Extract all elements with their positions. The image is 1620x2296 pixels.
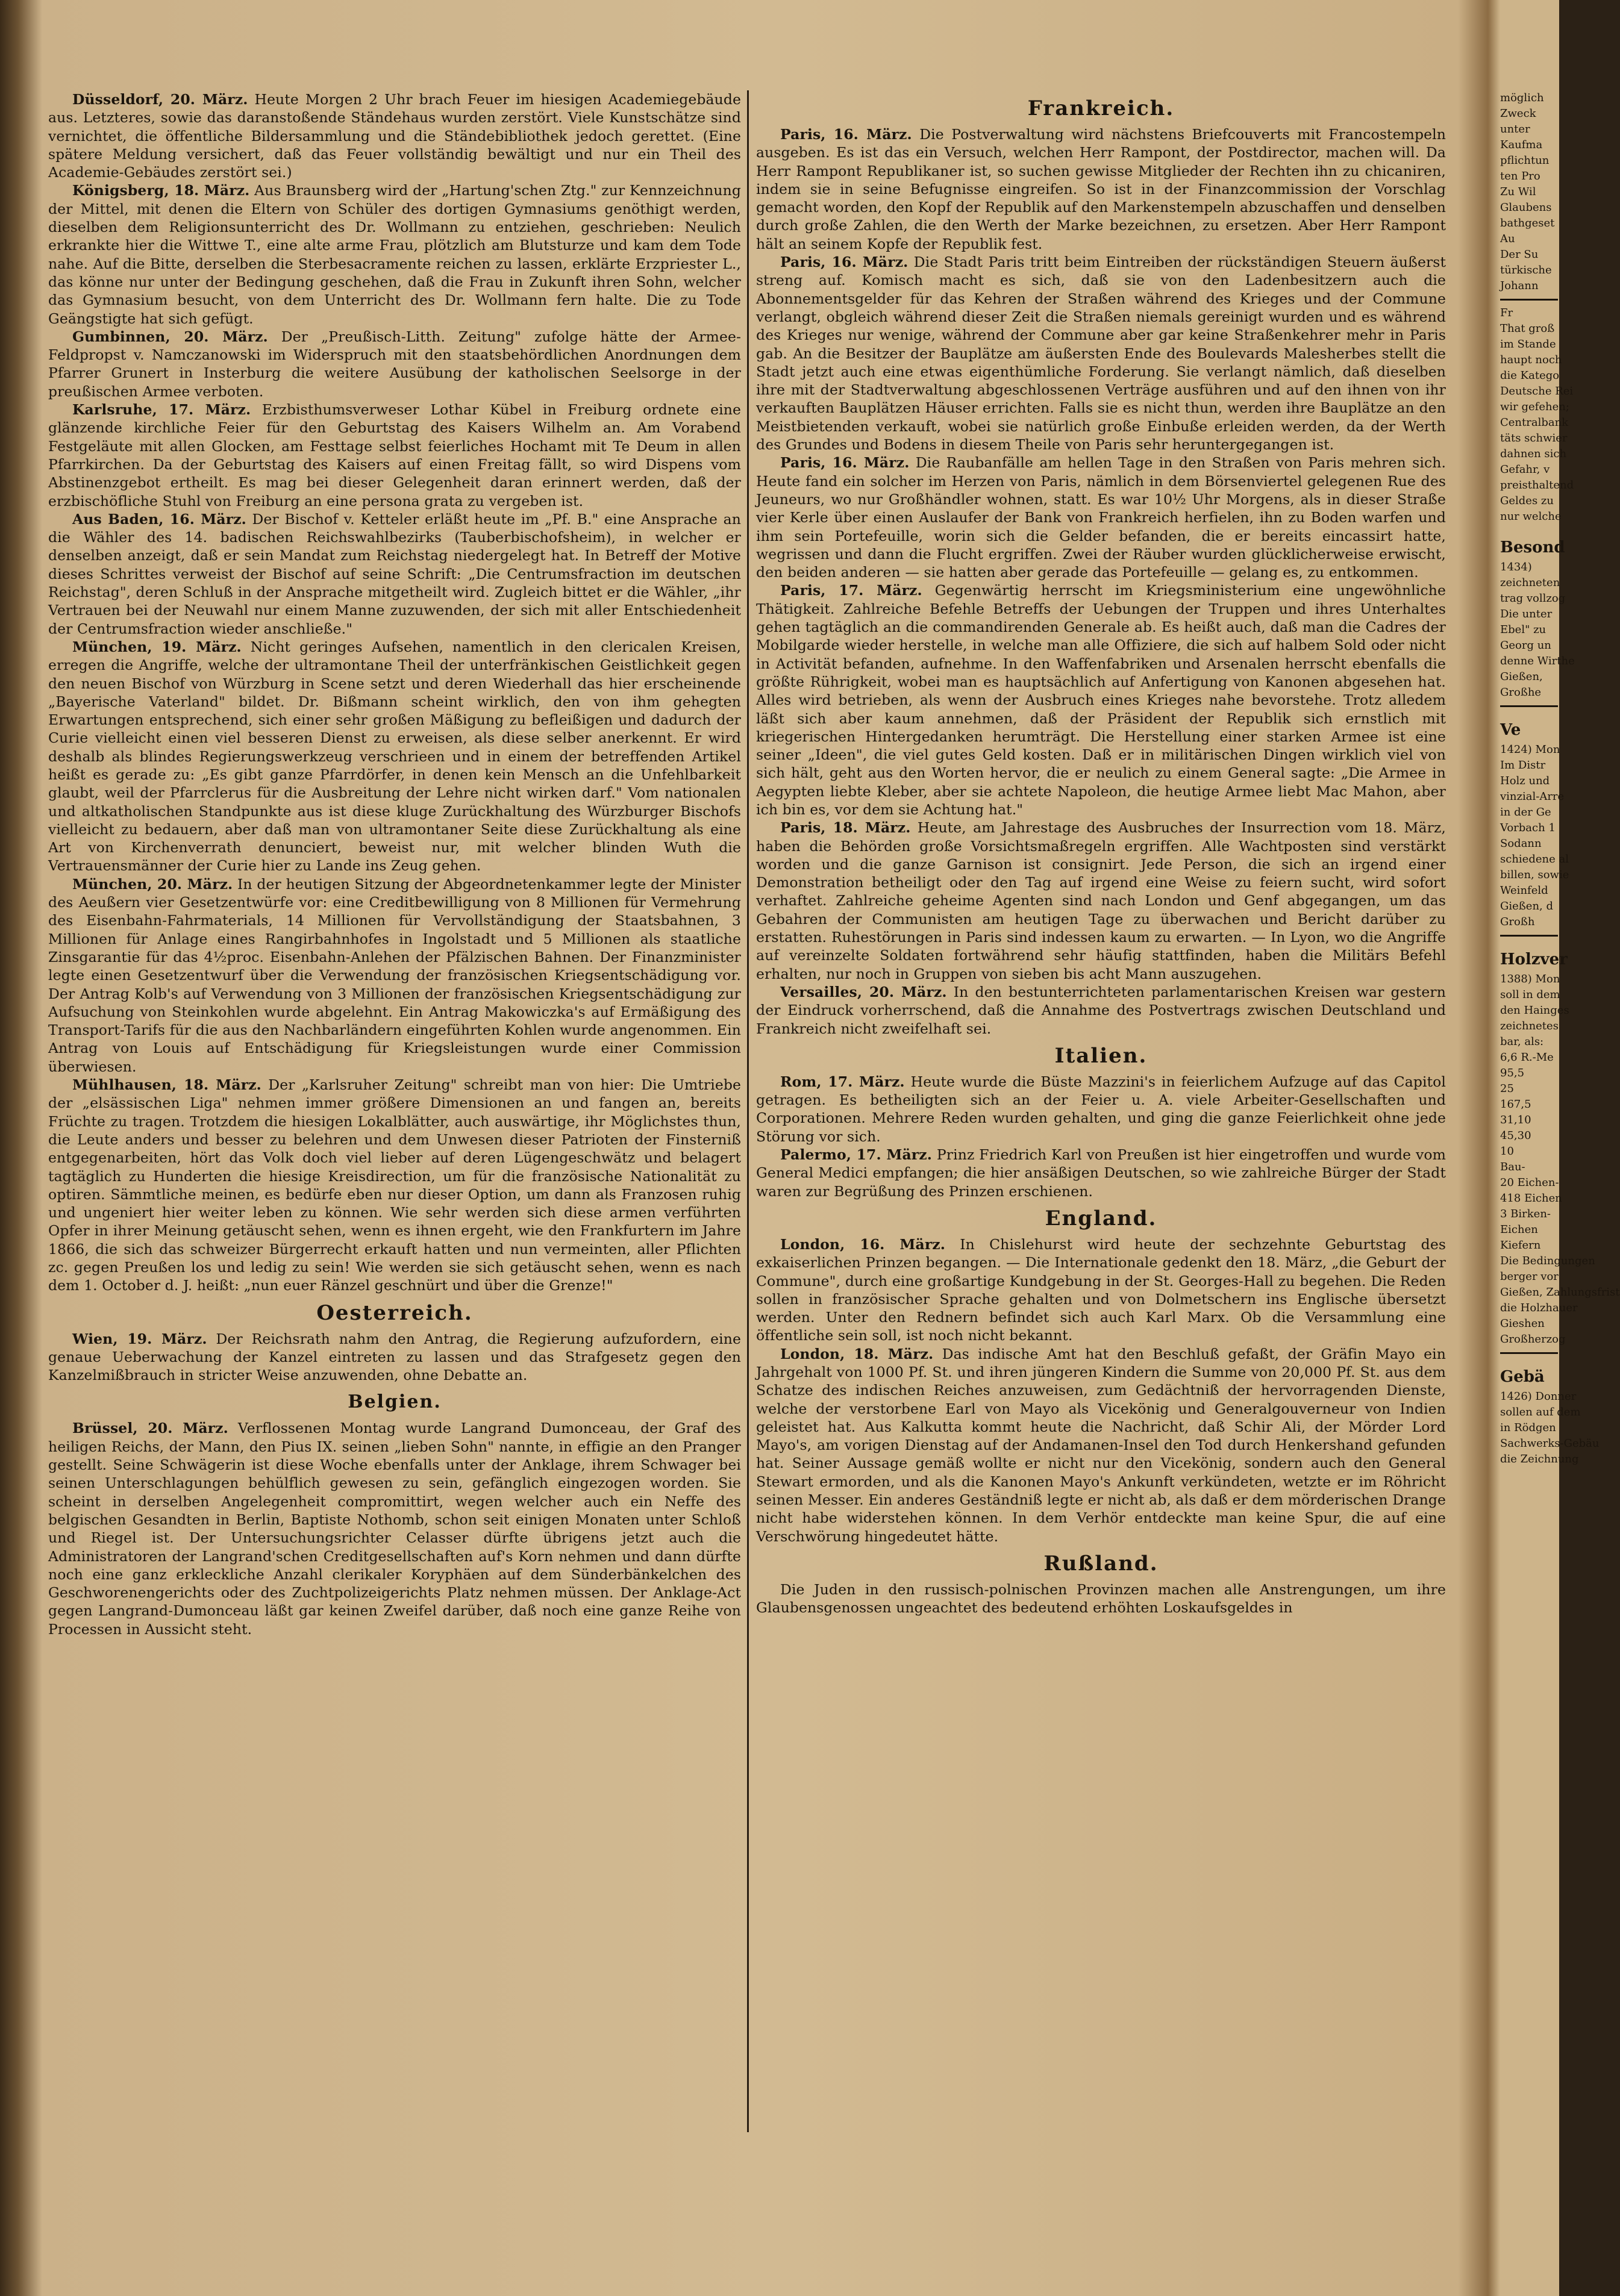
left-articles: [48, 90, 741, 1295]
margin-text-line: That groß: [1500, 322, 1555, 335]
margin-text-line: Im Distr: [1500, 759, 1546, 772]
margin-text-line: in Rödgen: [1500, 1421, 1556, 1434]
article-text: Der Reichsrath nahm den Antrag, die Regierung aufzufordern, eine genaue Ueberwachung der Kanzel eintreten zu lassen und das Strafgesetz gegen den Kanzelmißbrauch in stricter Weise anzuwenden, ohne Debatte an.: [48, 1330, 741, 1384]
article-text: Nicht geringes Aufsehen, namentlich in den clericalen Kreisen, erregen die Angriffe, welche der ultramontane Theil der unterfränkischen Geistlichkeit gegen den neuen Bischof von Würzburg in Scene setzt und deren Wiederhall das hier erscheinende „Bayerische Vaterland" bildet. Dr. Bißmann scheint wirklich, den von ihm gehegten Erwartungen entsprechend, sich einer sehr großen Mäßigung zu befleißigen und dadurch der Curie vielleicht einen viel besseren Dienst zu erweisen, als diese selber anerkennt. Er wird deshalb als blindes Regierungswerkzeug verschrieen und in einem der betreffenden Artikel heißt es gerade zu: „Es gibt ganze Pfarrdörfer, in denen kein Mensch an die Unfehlbarkeit glaubt, weil der Pfarrclerus für die Ausbreitung der Lehre nicht wirken darf." Vom nationalen und altkatholischen Standpunkte aus ist diese kluge Zurückhaltung des Würzburger Bischofs vielleicht zu bedauern, aber daß man von ultramontaner Seite diese Zurückhaltung als eine Art von Kirchenverrath denunciert, beweist nur, mit welcher blinden Wuth die Vertrauensmänner der Curie hier zu Lande ins Zeug gehen.: [48, 638, 741, 875]
margin-rule: [1500, 1352, 1558, 1354]
margin-text-line: billen, sowie: [1500, 869, 1569, 881]
article-paragraph: [756, 1146, 1446, 1200]
article-paragraph: [48, 90, 741, 181]
article-text: Aus Braunsberg wird der „Hartung'schen Ztg." zur Kennzeichnung der Mittel, mit denen die Eltern von Schüler des dortigen Gymnasiums genöthigt werden, dieselben dem Religionsunterricht des Dr. Wollmann zu entziehen, geschrieben: Neulich erkrankte hier die Wittwe T., eine alte arme Frau, plötzlich am Blutsturze und kam dem Tode nahe. Auf die Bitte, derselben die Sterbesacramente reichen zu lassen, erklärte Erzpriester L., das könne nur unter der Bedingung geschehen, daß die Frau in Zukunft ihren Sohn, welcher das Gymnasium besucht, von dem Unterricht des Dr. Wollmann fern halte. Die zu Tode Geängstigte hat sich gefügt.: [48, 182, 741, 327]
article-paragraph: [756, 1345, 1446, 1546]
margin-text-line: Großh: [1500, 916, 1535, 928]
margin-text-line: Kiefern: [1500, 1239, 1541, 1252]
margin-text-line: soll in dem: [1500, 988, 1560, 1001]
margin-text-line: die Katego: [1500, 369, 1560, 382]
article-dateline: Königsberg, 18. März.: [72, 182, 250, 199]
margin-lines-b1: [1500, 560, 1575, 700]
margin-rule: [1500, 299, 1558, 301]
margin-text-line: 31,10: [1500, 1114, 1531, 1126]
margin-text-line: Vorbach 1: [1500, 822, 1556, 834]
margin-text-line: Der Su: [1500, 248, 1539, 261]
margin-text-line: den Hainges: [1500, 1004, 1569, 1017]
margin-text-line: nur welche: [1500, 510, 1562, 523]
article-dateline: Karlsruhe, 17. März.: [72, 401, 251, 419]
article-paragraph: [48, 638, 741, 875]
margin-text-line: Gefahr, v: [1500, 463, 1550, 476]
margin-text-line: pflichtun: [1500, 154, 1550, 167]
article-paragraph: [48, 510, 741, 638]
margin-text-line: 6,6 R.-Me: [1500, 1051, 1554, 1064]
margin-heading-4: Gebä: [1500, 1368, 1545, 1386]
article-dateline: München, 19. März.: [72, 638, 242, 655]
margin-lines-b2: [1500, 742, 1569, 930]
article-paragraph: [756, 1580, 1446, 1617]
margin-text-line: die Holzhauer: [1500, 1302, 1578, 1314]
article-dateline: London, 18. März.: [780, 1345, 934, 1362]
article-dateline: Paris, 16. März.: [780, 254, 909, 271]
article-dateline: Aus Baden, 16. März.: [72, 510, 246, 528]
margin-text-line: sollen auf dem: [1500, 1406, 1581, 1418]
section-heading-england: England.: [1045, 1206, 1157, 1231]
article-paragraph: [756, 125, 1446, 253]
article-dateline: Paris, 18. März.: [780, 819, 911, 837]
margin-text-line: 20 Eichen-: [1500, 1176, 1559, 1189]
right-column: [756, 90, 1446, 2283]
article-text: Die Stadt Paris tritt beim Eintreiben der rückständigen Steuern äußerst streng auf. Komisch macht es sich, daß sie von den Ladenbesitzern auch die Abonnementsgelder für das Kehren der Straßen während des Krieges und der Commune verlangt, obgleich während dieser Zeit die Straßen niemals gereinigt wurden und es während des Krieges nur wenige, während der Commune aber gar keine Straßenkehrer mehr in Paris gab. An die Besitzer der Bauplätze am äußersten Ende des Boulevards Malesherbes stellt die Stadt jetzt auch eine etwas eigenthümliche Forderung. Sie verlangt nämlich, daß dieselben ihre mit der Stadtverwaltung abgeschlossenen Verträge ausführen und auf den ihnen von ihr verkauften Bauplätzen Häuser errichten. Falls sie es nicht thun, werden ihre Bauplätze an den Meistbietenden verkauft, wobei sie natürlich große Einbuße erleiden werden, da der Werth des Grundes und Bodens in diesem Theile von Paris sehr heruntergegangen ist.: [756, 254, 1446, 454]
article-dateline: Versailles, 20. März.: [780, 983, 947, 1000]
belgien-articles: [48, 1419, 741, 1638]
margin-text-line: Holz und: [1500, 775, 1550, 787]
margin-text-line: Bau-: [1500, 1161, 1525, 1173]
article-paragraph: [48, 1419, 741, 1638]
article-paragraph: [756, 983, 1446, 1038]
article-dateline: Brüssel, 20. März.: [72, 1420, 228, 1437]
margin-text-line: täts schwier: [1500, 432, 1568, 445]
margin-text-line: Kaufma: [1500, 139, 1543, 151]
article-dateline: Düsseldorf, 20. März.: [72, 91, 248, 108]
margin-text-line: 25: [1500, 1082, 1514, 1095]
section-heading-russland: Rußland.: [1043, 1551, 1159, 1576]
margin-lines-mid: [1500, 305, 1574, 525]
margin-heading-2: Ve: [1500, 721, 1521, 739]
article-text: Prinz Friedrich Karl von Preußen ist hier eingetroffen und wurde vom General Medici empfangen; die hier ansäßigen Deutschen, so wie zahlreiche Bürger der Stadt waren zur Begrüßung des Prinzen erschienen.: [756, 1146, 1446, 1200]
article-dateline: Mühlhausen, 18. März.: [72, 1076, 261, 1094]
margin-text-line: Zu Wil: [1500, 186, 1536, 198]
article-dateline: Palermo, 17. März.: [780, 1146, 932, 1164]
article-paragraph: [756, 819, 1446, 983]
margin-text-line: Deutsche Rei: [1500, 385, 1574, 398]
margin-text-line: haupt noch: [1500, 354, 1562, 366]
margin-text-line: Gieshen: [1500, 1317, 1545, 1330]
article-paragraph: [48, 1330, 741, 1385]
margin-text-line: 95,5: [1500, 1067, 1525, 1079]
article-text: Heute Morgen 2 Uhr brach Feuer im hiesigen Academiegebäude aus. Letzteres, sowie das daranstoßende Ständehaus wurden zerstört. Viele Kunstschätze sind vernichtet, die öffentliche Bildersammlung und die Ständebibliothek jedoch gerettet. (Eine spätere Meldung versichert, daß das Feuer vollständig bewältigt und nur ein Theil des Academie-Gebäudes zerstört sei.): [48, 91, 741, 181]
article-dateline: London, 16. März.: [780, 1235, 946, 1253]
margin-text-line: Gießen, d: [1500, 900, 1554, 912]
article-text: Die Juden in den russisch-polnischen Provinzen machen alle Anstrengungen, um ihre Glaubensgenossen ungeachtet des bedeutend erhöhten Loskaufsgeldes in: [756, 1580, 1446, 1617]
margin-heading-1: Besond: [1500, 538, 1565, 557]
article-paragraph: [756, 1235, 1446, 1345]
section-heading-oesterreich: Oesterreich.: [316, 1300, 473, 1325]
margin-text-line: Die unter: [1500, 608, 1553, 620]
margin-text-line: Gießen,: [1500, 670, 1543, 683]
margin-text-line: zeichneten: [1500, 576, 1560, 589]
article-text: Heute wurde die Büste Mazzini's in feierlichem Aufzuge auf das Capitol getragen. Es betheiligten sich an der Feier u. A. viele Arbeiter-Gesellschaften und Corporationen. Mehrere Reden wurden gehalten, und ging die ganze Feierlichkeit ohne jede Störung vor sich.: [756, 1073, 1446, 1145]
adjacent-page-margin: [1500, 90, 1620, 2198]
margin-lines-b3: [1500, 972, 1620, 1347]
margin-text-line: bar, als:: [1500, 1035, 1544, 1048]
article-paragraph: [48, 875, 741, 1076]
article-text: In den bestunterrichteten parlamentarischen Kreisen war gestern der Eindruck vorherrschend, daß die Annahme des Postvertrags zwischen Deutschland und Frankreich nicht zweifelhaft sei.: [756, 983, 1446, 1037]
margin-text-line: 418 Eichen: [1500, 1192, 1562, 1205]
margin-text-line: 167,5: [1500, 1098, 1531, 1111]
section-heading-frankreich: Frankreich.: [1027, 96, 1175, 120]
margin-text-line: Georg un: [1500, 639, 1551, 652]
margin-text-line: 1434): [1500, 561, 1532, 573]
margin-text-line: preisthaltend: [1500, 479, 1574, 491]
margin-text-line: 1424) Mon: [1500, 743, 1560, 756]
article-dateline: Gumbinnen, 20. März.: [72, 328, 268, 345]
margin-text-line: Zweck: [1500, 107, 1536, 120]
margin-text-line: bathgeset: [1500, 217, 1555, 229]
margin-text-line: zeichnetes: [1500, 1020, 1559, 1032]
article-paragraph: [756, 581, 1446, 819]
margin-text-line: Fr: [1500, 307, 1513, 319]
margin-text-line: unter: [1500, 123, 1530, 136]
margin-text-line: Großhe: [1500, 686, 1542, 699]
margin-text-line: Geldes zu: [1500, 494, 1554, 507]
margin-lines-b4: [1500, 1389, 1600, 1467]
article-paragraph: [48, 401, 741, 510]
section-heading-belgien: Belgien.: [348, 1391, 442, 1413]
margin-text-line: 1426) Donner: [1500, 1390, 1577, 1403]
article-dateline: Paris, 16. März.: [780, 126, 912, 143]
margin-text-line: Sodann: [1500, 837, 1542, 850]
margin-text-line: Gießen, Zahlungsfrist: [1500, 1286, 1620, 1299]
margin-text-line: im Stande: [1500, 338, 1556, 351]
article-text: Verflossenen Montag wurde Langrand Dumonceau, der Graf des heiligen Reichs, der Mann, den Pius IX. seinen „lieben Sohn" nannte, in effigie an den Pranger gestellt. Seine Schwägerin ist diese Woche ebenfalls unter der Anklage, ihrem Schwager bei seinen Unterschlagungen behülflich gewesen zu sein, gefänglich eingezogen worden. Sie scheint in derselben Angelegenheit compromittirt, wegen welcher auch ein Neffe des belgischen Gesandten in Berlin, Baptiste Nothomb, schon seit einigen Monaten unter Schloß und Riegel ist. Der Untersuchungsrichter Celasser dürfte übrigens jetzt auch die Administratoren der Langrand'schen Creditgesellschaften auf's Korn nehmen und dann dürfte noch eine ganz erkleckliche Anzahl clerikaler Koryphäen auf dem Sünderbänkelchen des Geschworenengerichts oder des Zuchtpolizeigerichts Platz nehmen müssen. Der Anklage-Act gegen Langrand-Dumonceau läßt gar keinen Zweifel darüber, daß noch eine ganze Reihe von Processen in Aussicht steht.: [48, 1420, 741, 1638]
england-articles: [756, 1235, 1446, 1546]
margin-text-line: Ebel" zu: [1500, 623, 1547, 636]
article-dateline: München, 20. März.: [72, 875, 233, 893]
article-dateline: Wien, 19. März.: [72, 1330, 207, 1347]
article-paragraph: [756, 1073, 1446, 1146]
article-paragraph: [756, 454, 1446, 581]
article-paragraph: [48, 181, 741, 327]
article-text: In Chislehurst wird heute der sechzehnte Geburtstag des exkaiserlichen Prinzen begangen. — Die Internationale gedenkt den 18. März, „die Geburt der Commune", durch eine großartige Kundgebung in der St. Georges-Hall zu begehen. Die Reden sollen in französischer Sprache gehalten und von Dolmetschern ins Englische übersetzt werden. Unter den Rednern befindet sich auch Karl Marx. Ob die Versammlung eine öffentliche sein soll, ist noch nicht bekannt.: [756, 1235, 1446, 1344]
margin-text-line: die Zeichnung: [1500, 1453, 1579, 1465]
article-paragraph: [48, 328, 741, 401]
article-text: Das indische Amt hat den Beschluß gefaßt, der Gräfin Mayo ein Jahrgehalt von 1000 Pf. St. und ihren jüngeren Kindern die Summe von 20,000 Pf. St. aus dem Schatze des indischen Reiches anzuweisen, zum Gedächtniß der hervorragenden Dienste, welche der verstorbene Earl von Mayo als Vicekönig und Generalgouverneur von Indien geleistet hat. Aus Kalkutta kommt heute die Nachricht, daß Schir Ali, der Mörder Lord Mayo's, am vorigen Dienstag auf der Andamanen-Insel den Tod durch Henkershand gefunden hat. Seiner Aussage gemäß wollte er nicht nur den Vicekönig, sondern auch den General Stewart ermorden, und als die Kanonen Mayo's Ankunft verkündeten, wetzte er im Röhricht seinen Messer. Ein anderes Geständniß legte er nicht ab, als daß er dem mörderischen Drange nicht habe widerstehen können. In dem Verhör entdeckte man keine Spur, die auf eine Verschwörung hingedeutet hätte.: [756, 1345, 1446, 1545]
section-heading-italien: Italien.: [1054, 1043, 1148, 1068]
margin-text-line: Großherzog: [1500, 1333, 1566, 1346]
margin-text-line: Centralbank: [1500, 416, 1569, 429]
margin-text-line: vinzial-Arre: [1500, 790, 1565, 803]
article-text: In der heutigen Sitzung der Abgeordnetenkammer legte der Minister des Aeußern vier Gesetzentwürfe vor: eine Creditbewilligung von 8 Millionen für Vermehrung des Eisenbahn-Fahrmaterials, 14 Millionen für Vervollständigung der Staatsbahnen, 3 Millionen für Anlage eines Rangirbahnhofes in Ingolstadt und 5 Millionen als staatliche Zinsgarantie für das 4½proc. Eisenbahn-Anlehen der Pfälzischen Bahnen. Der Finanzminister legte einen Gesetzentwurf über die Verwendung der französischen Kriegsentschädigung vor. Der Antrag Kolb's auf Verwendung von 3 Millionen der französischen Kriegsentschädigung zur Aufsuchung von Steinkohlen wurde abgelehnt. Ein Antrag Makowiczka's auf Ermäßigung des Transport-Tarifs für die aus den Nachbarländern eingeführten Kohlen wurde angenommen. Ein Antrag von Louis auf Entschädigung für Kriegsleistungen wurde einer Commission überwiesen.: [48, 875, 741, 1075]
column-divider: [747, 90, 749, 2132]
article-dateline: Paris, 17. März.: [780, 582, 922, 599]
margin-text-line: dahnen sich: [1500, 448, 1567, 460]
article-text: Der Bischof v. Ketteler erläßt heute im „Pf. B." eine Ansprache an die Wähler des 14. badischen Reichswahlbezirks (Tauberbischofsheim), in welcher er denselben anzeigt, daß er sein Mandat zum Reichstag niedergelegt hat. In Betreff der Motive dieses Schrittes verweist der Bischof auf seine Schrift: „Die Centrumsfraction im deutschen Reichstag", deren Schluß in der Ansprache mitgetheilt wird. Zugleich bittet er die Wähler, „ihr Vertrauen bei der Neuwahl nur einem Manne zuzuwenden, der sich mit aller Entschiedenheit der Centrumsfraction wieder anschließe.": [48, 510, 741, 637]
margin-text-line: 3 Birken-: [1500, 1208, 1551, 1220]
margin-text-line: Glaubens: [1500, 201, 1552, 214]
margin-text-line: 10: [1500, 1145, 1514, 1158]
margin-text-line: Eichen: [1500, 1223, 1538, 1236]
article-text: Gegenwärtig herrscht im Kriegsministerium eine ungewöhnliche Thätigkeit. Zahlreiche Befehle Betreffs der Uebungen der Truppen und ihres Unterhaltes gehen tagtäglich an die commandirenden Generale ab. Es heißt auch, daß man die Cadres der Mobilgarde wieder herstelle, in welche man alle Offiziere, die sich auf halbem Sold oder nicht in Activität befanden, aufnehme. In den Waffenfabriken und Arsenalen herrscht ebenfalls die größte Rührigkeit, wobei man es hauptsächlich auf Anfertigung von Kanonen abgesehen hat. Alles wird betrieben, als wenn der Ausbruch eines Krieges nahe bevorstehe. Trotz alledem läßt sich aber kaum annehmen, daß der Präsident der Republik sich ernstlich mit kriegerischen Hintergedanken herumträgt. Die Herstellung einer starken Armee ist eine seiner „Ideen", die viel gutes Geld kosten. Daß er in militärischen Dingen wirklich viel von sich hält, geht aus den Worten hervor, die er neulich zu einem General sagte: „Die Armee in Aegypten liebte Kleber, aber sie achtete Napoleon, die heutige Armee liebt Mac Mahon, aber ich bin es, vor dem sie Achtung hat.": [756, 582, 1446, 818]
margin-text-line: türkische: [1500, 264, 1552, 276]
oesterreich-articles: [48, 1330, 741, 1385]
article-text: Heute, am Jahrestage des Ausbruches der Insurrection vom 18. März, haben die Behörden große Vorsichtsmaßregeln ergriffen. Alle Wachtposten sind verstärkt worden und die ganze Garnison ist consignirt. Jede Person, die sich an irgend einer Demonstration betheiligt oder den Tag auf irgend eine Weise zu feiern sucht, wird sofort verhaftet. Zahlreiche geheime Agenten sind nach London und Genf abgegangen, um das Gebahren der Communisten am heutigen Tage zu überwachen und Bericht darüber zu erstatten. Ruhestörungen in Paris sind indessen kaum zu erwarten. — In Lyon, wo die Angriffe auf vereinzelte Soldaten fortwährend sehr häufig stattfinden, haben die Militärs Befehl erhalten, nur noch in Gruppen von sieben bis acht Mann auszugehen.: [756, 819, 1446, 982]
margin-text-line: in der Ge: [1500, 806, 1551, 819]
margin-text-line: möglich: [1500, 92, 1544, 104]
margin-text-line: schiedene al: [1500, 853, 1569, 866]
article-text: Erzbisthumsverweser Lothar Kübel in Freiburg ordnete eine glänzende kirchliche Feier für den Geburtstag des Kaisers Wilhelm an. Am Vorabend Festgeläute mit allen Glocken, am Festtage selbst feierliches Hochamt mit Te Deum in allen Pfarrkirchen. Da der Geburtstag des Kaisers auf einen Freitag fällt, so wird Dispens vom Abstinenzgebot ertheilt. Es mag bei dieser Gelegenheit daran erinnert werden, daß der erzbischöfliche Stuhl von Freiburg an eine persona grata zu vergeben ist.: [48, 401, 741, 510]
frankreich-articles: [756, 125, 1446, 1038]
russland-articles: [756, 1580, 1446, 1617]
left-column: [48, 90, 741, 2283]
margin-rule: [1500, 705, 1558, 707]
margin-text-line: denne Wirthe: [1500, 655, 1575, 667]
margin-text-line: trag vollzog: [1500, 592, 1566, 605]
article-dateline: Rom, 17. März.: [780, 1073, 905, 1090]
article-dateline: Paris, 16. März.: [780, 454, 910, 472]
article-text: Der „Karlsruher Zeitung" schreibt man von hier: Die Umtriebe der „elsässischen Liga" nehmen immer größere Dimensionen an und fangen an, bereits Früchte zu tragen. Trotzdem die hiesigen Lokalblätter, auch auswärtige, ihr Möglichstes thun, die Leute anders und besser zu belehren und dem Unwesen dieser Patrioten der Finsterniß entgegenarbeiten, hört das Volk doch viel lieber auf deren Lügengeschwätz und belagert tagtäglich zu Hunderten die hiesige Kreisdirection, um für die französische Nationalität zu optiren. Sämmtliche meinen, es bedürfe eben nur dieser Option, um dann als Franzosen ruhig und ungeniert hier weiter leben zu können. Wie sehr werden sich diese armen verführten Opfer in ihrer Meinung getäuscht sehen, wenn es ihnen ergeht, wie den Frankfurtern im Jahre 1866, die sich das schweizer Bürgerrecht erkauft hatten und nun vermeinten, aller Pflichten zc. gegen Preußen los und ledig zu sein! Wie werden sie sich getäuscht sehen, wenn es nach dem 1. October d. J. heißt: „nun euer Ränzel geschnürt und über die Grenze!": [48, 1076, 742, 1294]
margin-text-line: 45,30: [1500, 1129, 1531, 1142]
margin-rule: [1500, 935, 1558, 937]
margin-text-line: Johann: [1500, 279, 1539, 292]
article-paragraph: [756, 253, 1446, 454]
italien-articles: [756, 1073, 1446, 1200]
article-text: Die Raubanfälle am hellen Tage in den Straßen von Paris mehren sich. Heute fand ein solcher im Herzen von Paris, nämlich in dem Börsenviertel gelegenen Rue des Jeuneurs, wo nur Großhändler wohnen, statt. Es war 10½ Uhr Morgens, als in dieser Straße vier Kerle über einen Auslaufer der Bank von Frankreich herfielen, ihn zu Boden warfen und ihm sein Portefeuille, worin sich die Gelder befanden, die er bereits eincassirt hatte, wegrissen und dann die Flucht ergriffen. Zwei der Räuber wurden glücklicherweise erwischt, den beiden anderen — sie hatten aber gerade das Portefeuille — gelang es, zu entkommen.: [756, 454, 1446, 581]
margin-text-line: Au: [1500, 232, 1515, 245]
margin-text-line: Weinfeld: [1500, 884, 1548, 897]
margin-text-line: wir gefehen;: [1500, 401, 1569, 413]
article-paragraph: [48, 1076, 741, 1295]
article-text: Der „Preußisch-Litth. Zeitung" zufolge hätte der Armee-Feldpropst v. Namczanowski im Widerspruch mit den staatsbehördlichen Anordnungen dem Pfarrer Grunert in Insterburg die weitere Ausübung der katholischen Seelsorge in der preußischen Armee verboten.: [48, 328, 741, 400]
margin-text-line: ten Pro: [1500, 170, 1540, 182]
margin-text-line: berger vor: [1500, 1270, 1559, 1283]
margin-text-line: Sachwerks-Gebäu: [1500, 1437, 1600, 1450]
margin-text-line: Die Bedingungen: [1500, 1255, 1595, 1267]
margin-heading-3: Holzver: [1500, 950, 1568, 969]
margin-lines-top: [1500, 90, 1559, 294]
article-text: Die Postverwaltung wird nächstens Briefcouverts mit Francostempeln ausgeben. Es ist das ein Versuch, welchen Herr Rampont, der Postdirector, machen will. Da Herr Rampont Republikaner ist, so suchen gewisse Mitglieder der Rechten ihn zu chicaniren, indem sie in seine Befugnisse eingreifen. So ist in der Finanzcommission der Vorschlag gemacht worden, den Kopf der Republik auf den Markenstempeln abzuschaffen und denselben durch große Zahlen, die den Werth der Marke bezeichnen, zu ersetzen. Aber Herr Rampont hält an seinem Kopfe der Republik fest.: [756, 126, 1446, 252]
margin-text-line: 1388) Mon: [1500, 973, 1560, 985]
